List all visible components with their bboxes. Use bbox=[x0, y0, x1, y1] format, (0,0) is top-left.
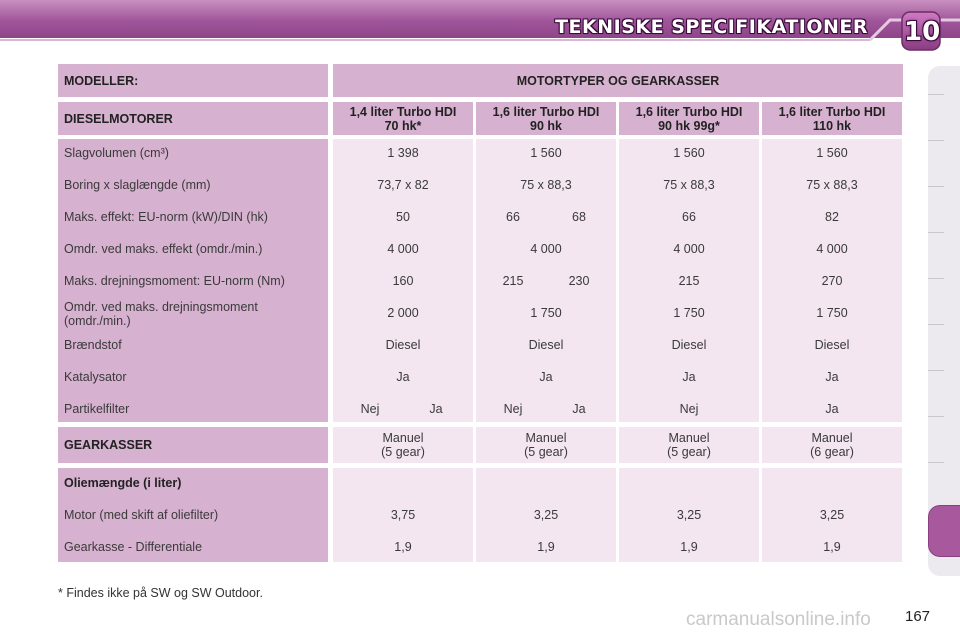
oil-value: 1,9 bbox=[823, 540, 841, 554]
gearbox-gears: (6 gear) bbox=[810, 445, 854, 459]
watermark: carmanualsonline.info bbox=[686, 609, 871, 630]
spec-value-right: 68 bbox=[572, 210, 586, 224]
spec-value: Ja bbox=[539, 370, 553, 384]
spec-value: 270 bbox=[821, 274, 843, 288]
spec-value: Diesel bbox=[385, 338, 421, 352]
models-label: MODELLER: bbox=[64, 74, 139, 88]
spec-value-left: Nej bbox=[503, 402, 523, 416]
spec-value: 215 bbox=[678, 274, 700, 288]
spec-row-label: Slagvolumen (cm³) bbox=[64, 146, 169, 160]
engine-header-cell bbox=[619, 102, 759, 135]
engines-title: MOTORTYPER OG GEARKASSER bbox=[516, 74, 720, 88]
spec-value: Ja bbox=[396, 370, 410, 384]
spec-value: Diesel bbox=[814, 338, 850, 352]
spec-value-right: Ja bbox=[572, 402, 586, 416]
spec-row-label: Boring x slaglængde (mm) bbox=[64, 178, 211, 192]
engine-power: 70 hk* bbox=[384, 119, 422, 133]
spec-value: Nej bbox=[679, 402, 699, 416]
gearbox-type: Manuel bbox=[525, 431, 567, 445]
oil-value: 1,9 bbox=[394, 540, 412, 554]
page-number: 167 bbox=[905, 608, 931, 625]
spec-value: 75 x 88,3 bbox=[806, 178, 858, 192]
spec-row-label: Brændstof bbox=[64, 338, 122, 352]
spec-value: 1 560 bbox=[673, 146, 705, 160]
side-strip-background bbox=[928, 66, 960, 576]
spec-value-left: 66 bbox=[506, 210, 520, 224]
spec-row-label: Partikelfilter bbox=[64, 402, 130, 416]
engines-header-cell bbox=[333, 64, 903, 97]
side-tab-divider bbox=[928, 186, 944, 187]
engine-name: 1,6 liter Turbo HDI bbox=[778, 105, 886, 119]
spec-value: 4 000 bbox=[387, 242, 419, 256]
engine-header-cell bbox=[762, 102, 902, 135]
spec-value: 4 000 bbox=[816, 242, 848, 256]
spec-value: 160 bbox=[392, 274, 414, 288]
chapter-tab-active[interactable] bbox=[928, 505, 960, 557]
chapter-title: TEKNISKE SPECIFIKATIONER bbox=[555, 16, 868, 38]
side-tab-divider bbox=[928, 232, 944, 233]
engine-name: 1,6 liter Turbo HDI bbox=[635, 105, 743, 119]
gearbox-value-cell bbox=[762, 427, 902, 463]
spec-value: 1 398 bbox=[387, 146, 419, 160]
gearbox-value-cell bbox=[619, 427, 759, 463]
gearbox-type: Manuel bbox=[382, 431, 424, 445]
gearbox-type: Manuel bbox=[811, 431, 853, 445]
gearbox-gears: (5 gear) bbox=[667, 445, 711, 459]
spec-value: Diesel bbox=[671, 338, 707, 352]
oil-value: 3,25 bbox=[676, 508, 702, 522]
oil-row-label: Gearkasse - Differentiale bbox=[64, 540, 203, 554]
spec-value: Ja bbox=[825, 402, 839, 416]
side-tab-divider bbox=[928, 462, 944, 463]
spec-value-left: Nej bbox=[360, 402, 380, 416]
spec-value: 66 bbox=[682, 210, 696, 224]
spec-value: 75 x 88,3 bbox=[663, 178, 715, 192]
gearbox-label: GEARKASSER bbox=[64, 438, 153, 452]
side-tab-divider bbox=[928, 140, 944, 141]
spec-row-label: Omdr. ved maks. effekt (omdr./min.) bbox=[64, 242, 263, 256]
spec-value: 1 750 bbox=[530, 306, 562, 320]
oil-value: 3,75 bbox=[390, 508, 416, 522]
spec-value: 1 750 bbox=[816, 306, 848, 320]
side-tab-divider bbox=[928, 370, 944, 371]
spec-value: Ja bbox=[682, 370, 696, 384]
oil-value: 1,9 bbox=[537, 540, 555, 554]
spec-value: 75 x 88,3 bbox=[520, 178, 572, 192]
engine-name: 1,4 liter Turbo HDI bbox=[349, 105, 457, 119]
engine-name: 1,6 liter Turbo HDI bbox=[492, 105, 600, 119]
engine-header-cell bbox=[333, 102, 473, 135]
gearbox-gears: (5 gear) bbox=[524, 445, 568, 459]
spec-value: 1 750 bbox=[673, 306, 705, 320]
spec-value-right: 230 bbox=[568, 274, 590, 288]
models-header-cell bbox=[58, 64, 328, 97]
diesel-label: DIESELMOTORER bbox=[64, 112, 173, 126]
oil-value: 3,25 bbox=[819, 508, 845, 522]
oil-label: Oliemængde (i liter) bbox=[64, 476, 182, 490]
chapter-header bbox=[0, 0, 960, 52]
chapter-number-badge: 10 bbox=[904, 17, 941, 47]
gearbox-type: Manuel bbox=[668, 431, 710, 445]
spec-value-right: Ja bbox=[429, 402, 443, 416]
spec-value: 82 bbox=[825, 210, 839, 224]
gearbox-value-cell bbox=[476, 427, 616, 463]
spec-value: 1 560 bbox=[530, 146, 562, 160]
side-tab-divider bbox=[928, 94, 944, 95]
spec-value: 1 560 bbox=[816, 146, 848, 160]
engine-power: 90 hk bbox=[530, 119, 562, 133]
spec-row-label: Maks. effekt: EU-norm (kW)/DIN (hk) bbox=[64, 210, 268, 224]
gearbox-gears: (5 gear) bbox=[381, 445, 425, 459]
side-tab-divider bbox=[928, 278, 944, 279]
spec-row-label: Maks. drejningsmoment: EU-norm (Nm) bbox=[64, 274, 285, 288]
spec-value: 2 000 bbox=[387, 306, 419, 320]
engine-power: 90 hk 99g* bbox=[658, 119, 720, 133]
engine-header-cell bbox=[476, 102, 616, 135]
gearbox-value-cell bbox=[333, 427, 473, 463]
spec-value-left: 215 bbox=[502, 274, 524, 288]
spec-value: Ja bbox=[825, 370, 839, 384]
footnote: * Findes ikke på SW og SW Outdoor. bbox=[58, 586, 263, 600]
spec-row-label: Katalysator bbox=[64, 370, 127, 384]
gearbox-label-cell bbox=[58, 427, 328, 463]
side-tab-strip bbox=[928, 66, 960, 576]
oil-row-label: Motor (med skift af oliefilter) bbox=[64, 508, 219, 522]
spec-value: 4 000 bbox=[530, 242, 562, 256]
diesel-header-cell bbox=[58, 102, 328, 135]
oil-value: 3,25 bbox=[533, 508, 559, 522]
spec-row-label: Omdr. ved maks. drejningsmoment (omdr./min.) bbox=[64, 300, 258, 328]
engine-power: 110 hk bbox=[812, 119, 852, 133]
oil-value: 1,9 bbox=[680, 540, 698, 554]
spec-value: 73,7 x 82 bbox=[377, 178, 429, 192]
spec-value: 4 000 bbox=[673, 242, 705, 256]
spec-value: Diesel bbox=[528, 338, 564, 352]
side-tab-divider bbox=[928, 324, 944, 325]
side-tab-divider bbox=[928, 416, 944, 417]
spec-value: 50 bbox=[396, 210, 410, 224]
